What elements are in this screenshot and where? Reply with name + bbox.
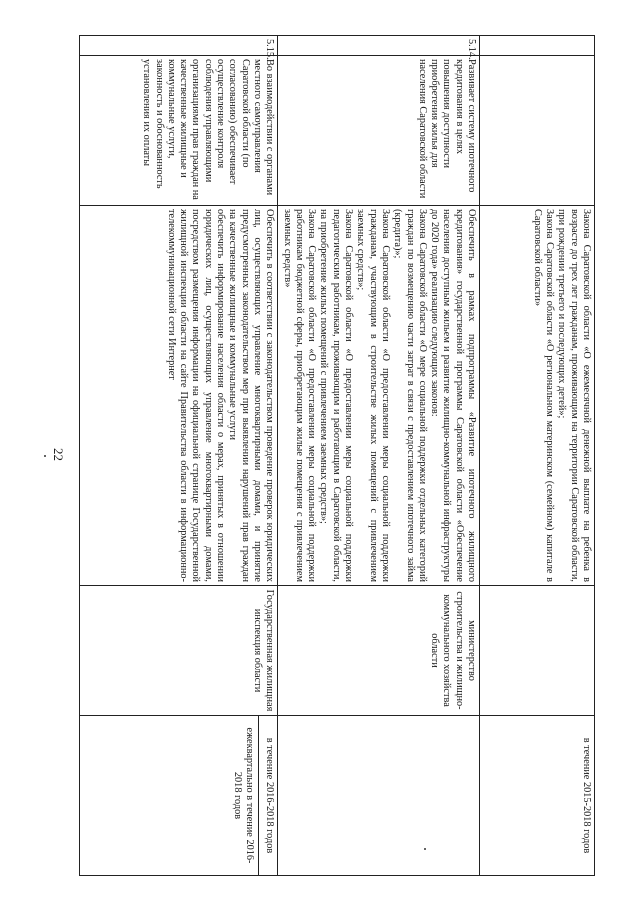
measures-table bbox=[79, 35, 595, 876]
term-cell bbox=[480, 716, 595, 876]
measure-paragraph: Обеспечить в соответствии с законодательством проведение проверок юридических лиц, осуществляющих управление многоквартирными домами, и принятие предусмотренных законодательством мер при выявлении нарушений прав граждан на качественные жилищные и коммунальные услуги bbox=[227, 209, 276, 582]
term-text: ежеквартально в течение 2016-2018 годов bbox=[231, 727, 255, 864]
scan-speck bbox=[44, 455, 46, 457]
table-row bbox=[278, 36, 480, 876]
measure-paragraph: Закона Саратовской области «О мере социальной поддержки отдельных категорий граждан по возмещению части затрат в связи с предоставлением ипотечного займа (кредита)»; bbox=[392, 209, 428, 582]
measures-cell bbox=[480, 206, 595, 586]
executor-cell: министерство строительства и жилищно-коммунального хозяйства области bbox=[278, 586, 480, 716]
rotated-table-sheet bbox=[95, 35, 595, 875]
measure-paragraph: Закона Саратовской области «О ежемесячной денежной выплате на ребенка в возрасте до трех лет гражданам, проживающим на территории Саратовской области, при рождении третьего и последующих детей»; bbox=[556, 209, 592, 582]
term-text: в течение 2016-2018 годов bbox=[258, 716, 275, 875]
term-cell bbox=[80, 716, 278, 876]
task-cell: Во взаимодействии с органами местного самоуправления Саратовской области (по согласованию) обеспечивает осуществление контроля соблюдения управляющими организациями прав граждан на качественные жилищные и коммунальные услуги, законность и обоснованность установления их оплаты bbox=[80, 56, 278, 206]
measure-paragraph: Закона Саратовской области «О региональном материнском (семейном) капитале в Саратовской области» bbox=[531, 209, 556, 582]
executor-cell bbox=[480, 586, 595, 716]
task-cell: Развивает систему ипотечного кредитования в целях повышения доступности приобретения жилья для населения Саратовской области bbox=[278, 56, 480, 206]
executor-cell: Государственная жилищная инспекция области bbox=[80, 586, 278, 716]
measures-cell bbox=[278, 206, 480, 586]
row-number bbox=[480, 36, 595, 56]
measure-paragraph: Закона Саратовской области «О предоставлении меры социальной поддержки работникам бюджетной сферы, приобретающим жилые помещения с привлечением заемных средств» bbox=[281, 209, 318, 582]
measures-cell bbox=[80, 206, 278, 586]
page-number: 22 bbox=[51, 448, 66, 461]
measure-paragraph: обеспечить информирование населения области о мерах, принятых в отношении юридических лиц, осуществляющих управление многоквартирными домами, посредством размещения информации на официальной странице Государственной жилищной инспекции области на сайте Правительства области в информационно-телекоммуникационной сети Интернет bbox=[165, 209, 227, 582]
measure-paragraph: Закона Саратовской области «О предоставлении меры социальной поддержки гражданам, участвующим в строительстве жилых помещений с привлечением заемных средств»; bbox=[355, 209, 391, 582]
table-row bbox=[80, 36, 278, 876]
term-text: в течение 2015-2018 годов bbox=[581, 737, 592, 854]
term-cell bbox=[278, 716, 480, 876]
row-number: 5.14. bbox=[278, 36, 480, 56]
table-row bbox=[480, 36, 595, 876]
row-number: 5.15. bbox=[80, 36, 278, 56]
task-cell bbox=[480, 56, 595, 206]
measure-paragraph: Закона Саратовской области «О предоставлении меры социальной поддержки педагогическим работникам, проживающим и работающим в Саратовской области, на приобретение жилых помещений с привлечением заемных средств»; bbox=[318, 209, 355, 582]
measure-paragraph: Обеспечить в рамках подпрограммы «Развитие ипотечного жилищного кредитования» государственной программы Саратовской области «Обеспечение населения доступным жильем и развитие жилищно-коммунальной инфраструктуры до 2020 года» реализацию следующих законов: bbox=[429, 209, 477, 582]
